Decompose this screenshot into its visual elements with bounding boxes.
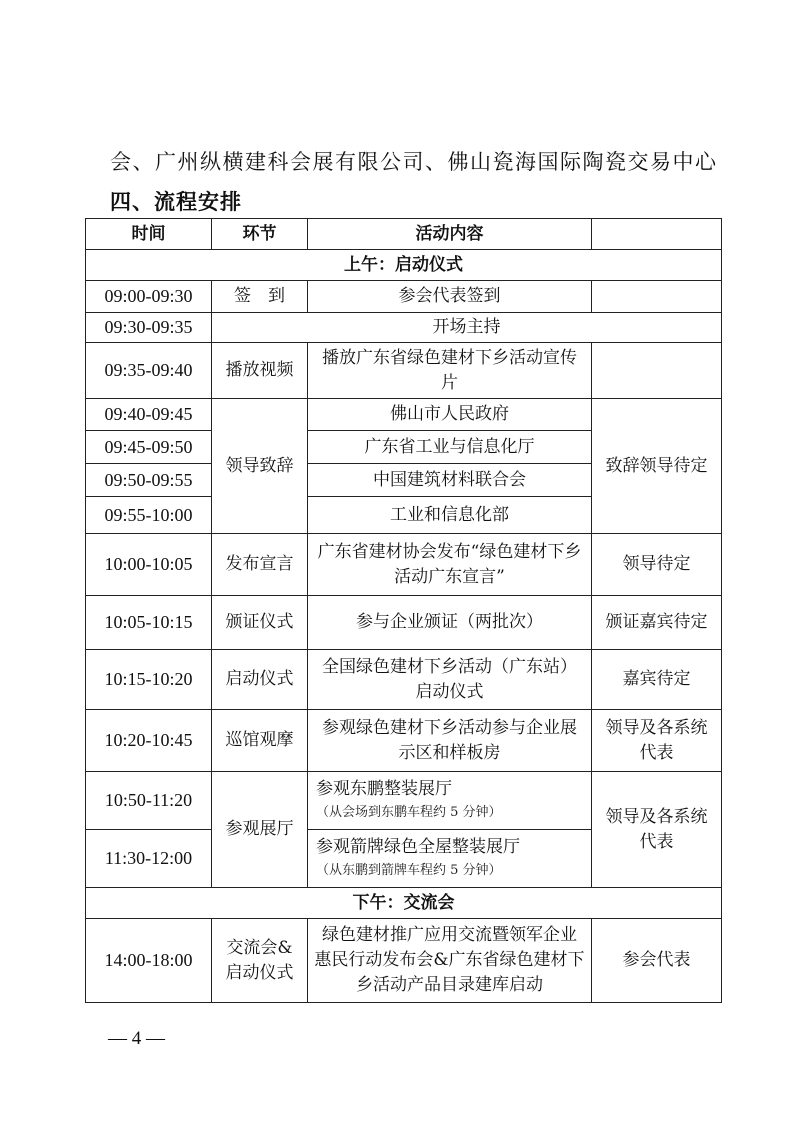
row-time: 09:30-09:35 <box>86 313 212 343</box>
row-time: 09:40-09:45 <box>86 399 212 431</box>
row-time: 10:00-10:05 <box>86 534 212 596</box>
tour-subnote: （从东鹏到箭牌车程约 5 分钟） <box>316 863 502 878</box>
row-content: 参与企业颁证（两批次） <box>308 596 592 650</box>
table-row <box>86 313 722 343</box>
row-content: 工业和信息化部 <box>308 497 592 534</box>
row-time: 10:05-10:15 <box>86 596 212 650</box>
tour-stage: 参观展厅 <box>212 772 308 888</box>
header-time: 时间 <box>86 219 212 250</box>
intro-line: 会、广州纵横建科会展有限公司、佛山瓷海国际陶瓷交易中心 <box>110 150 718 174</box>
table-row <box>86 281 722 313</box>
row-note: 颁证嘉宾待定 <box>592 596 722 650</box>
row-stage: 巡馆观摩 <box>212 710 308 772</box>
tour-note: 领导及各系统代表 <box>592 772 722 888</box>
row-stage: 发布宣言 <box>212 534 308 596</box>
tour-content: 参观东鹏整装展厅 <box>316 779 452 799</box>
row-content: 参观绿色建材下乡活动参与企业展示区和样板房 <box>308 710 592 772</box>
row-stage: 交流会&启动仪式 <box>212 919 308 1003</box>
page-number: — 4 — <box>108 1028 165 1049</box>
row-note <box>592 343 722 399</box>
row-content <box>308 830 592 888</box>
section-row-morning <box>86 250 722 281</box>
leader-note: 致辞领导待定 <box>592 399 722 534</box>
row-content: 开场主持 <box>212 313 722 343</box>
row-content: 广东省建材协会发布“绿色建材下乡活动广东宣言” <box>308 534 592 596</box>
row-time: 11:30-12:00 <box>86 830 212 888</box>
row-note: 嘉宾待定 <box>592 650 722 710</box>
section-heading: 四、流程安排 <box>110 189 242 214</box>
row-time: 09:00-09:30 <box>86 281 212 313</box>
row-content: 中国建筑材料联合会 <box>308 464 592 497</box>
morning-label: 上午：启动仪式 <box>86 250 722 281</box>
row-time: 09:35-09:40 <box>86 343 212 399</box>
table-row <box>86 399 722 431</box>
table-header-row <box>86 219 722 250</box>
row-note: 参会代表 <box>592 919 722 1003</box>
row-note <box>592 281 722 313</box>
row-note: 领导及各系统代表 <box>592 710 722 772</box>
row-content: 绿色建材推广应用交流暨领军企业惠民行动发布会&广东省绿色建材下乡活动产品目录建库启动 <box>308 919 592 1003</box>
row-stage: 播放视频 <box>212 343 308 399</box>
tour-content: 参观箭牌绿色全屋整装展厅 <box>316 837 520 857</box>
tour-subnote: （从会场到东鹏车程约 5 分钟） <box>316 805 502 820</box>
row-time: 09:50-09:55 <box>86 464 212 497</box>
table-row <box>86 534 722 596</box>
row-content: 广东省工业与信息化厅 <box>308 431 592 464</box>
row-note: 领导待定 <box>592 534 722 596</box>
row-stage: 颁证仪式 <box>212 596 308 650</box>
row-time: 09:45-09:50 <box>86 431 212 464</box>
row-content: 参会代表签到 <box>308 281 592 313</box>
row-content: 全国绿色建材下乡活动（广东站）启动仪式 <box>308 650 592 710</box>
table-row <box>86 650 722 710</box>
section-row-afternoon <box>86 888 722 919</box>
header-stage: 环节 <box>212 219 308 250</box>
row-time: 09:55-10:00 <box>86 497 212 534</box>
row-content <box>308 772 592 830</box>
row-content: 佛山市人民政府 <box>308 399 592 431</box>
header-content: 活动内容 <box>308 219 592 250</box>
row-stage: 启动仪式 <box>212 650 308 710</box>
row-time: 10:20-10:45 <box>86 710 212 772</box>
schedule-table <box>85 218 722 1003</box>
leader-stage: 领导致辞 <box>212 399 308 534</box>
table-row <box>86 919 722 1003</box>
header-note <box>592 219 722 250</box>
afternoon-label: 下午：交流会 <box>86 888 722 919</box>
table-row <box>86 596 722 650</box>
table-row <box>86 710 722 772</box>
row-time: 14:00-18:00 <box>86 919 212 1003</box>
row-time: 10:15-10:20 <box>86 650 212 710</box>
row-content: 播放广东省绿色建材下乡活动宣传片 <box>308 343 592 399</box>
table-row <box>86 343 722 399</box>
table-row <box>86 772 722 830</box>
row-time: 10:50-11:20 <box>86 772 212 830</box>
row-stage: 签 到 <box>212 281 308 313</box>
